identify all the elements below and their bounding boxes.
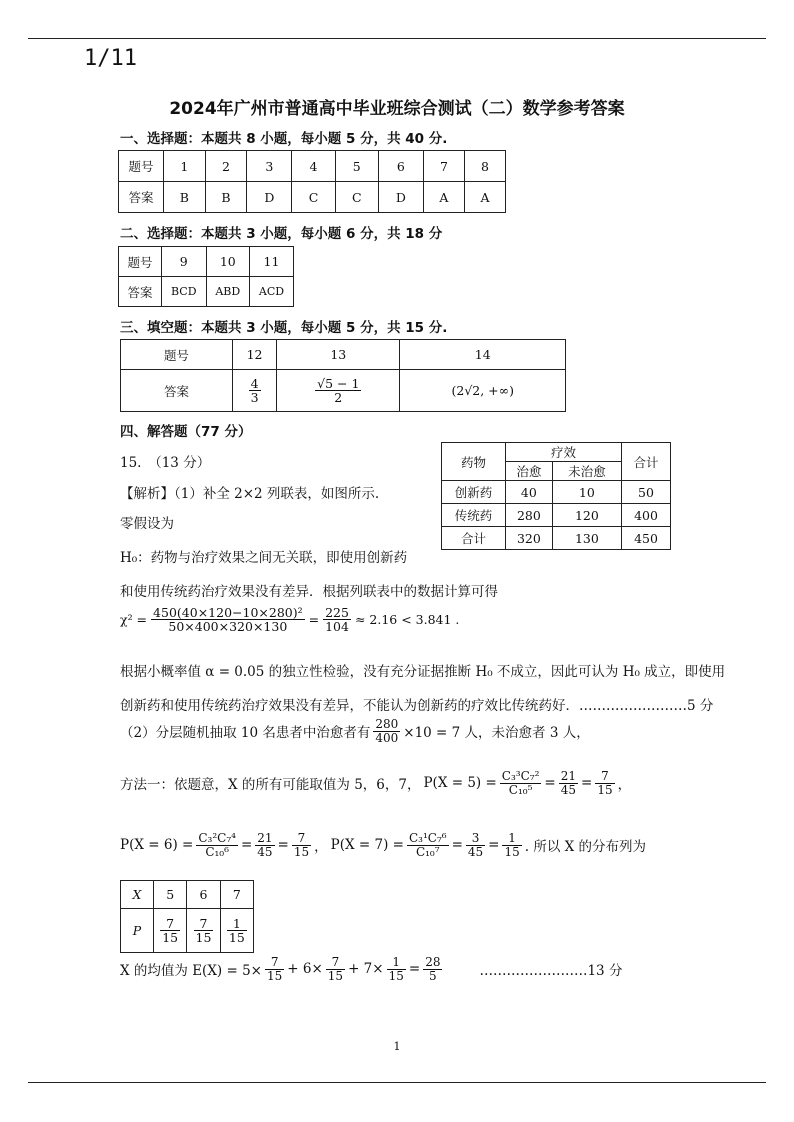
answer-cell: A (464, 182, 505, 213)
fraction: $\frac{\text{C₃³C₇²}}{\text{C₁₀⁵}}$ (501, 769, 540, 797)
fraction: $\frac{21}{45}$ (560, 769, 576, 797)
question-number: 5 (335, 151, 378, 182)
cell: 400 (622, 504, 671, 527)
row-label: 答案 (121, 370, 233, 412)
fraction: $\frac{280}{400}$ (375, 717, 399, 745)
method1-line: 方法一：依题意，X 的所有可能取值为 5，6，7， P(X = 5) = $\frac{\text{C₃³C₇²}}{\text{C₁₀⁵}}$ = $\frac{21}{45}$ = $\frac{7}{15}$ ， (120, 769, 632, 797)
fraction: $\frac{4}{3}$ (250, 375, 259, 405)
score-marker: ……………………13 分 (479, 963, 623, 980)
section3-heading: 三、填空题：本题共 3 小题，每小题 5 分，共 15 分. (120, 320, 448, 336)
x-value: 6 (187, 881, 220, 909)
question-number: 4 (292, 151, 335, 182)
expectation-line: X 的均值为 E(X) = 5× $\frac{7}{15}$ + 6× $\frac{7}{15}$ + 7× $\frac{1}{15}$ = $\frac{28}{5}$ ……………………13 分 (120, 955, 623, 983)
header-cured: 治愈 (506, 462, 553, 481)
question-number: 13 (277, 340, 400, 370)
answer-cell: B (164, 182, 206, 213)
bottom-rule (28, 1082, 766, 1083)
fraction: $\frac{3}{45}$ (467, 831, 484, 859)
row-name: 合计 (442, 527, 506, 550)
row-name: 传统药 (442, 504, 506, 527)
fraction: $\frac{7}{15}$ (597, 769, 613, 797)
fraction: $\frac{√5 - 1}{2}$ (317, 375, 360, 405)
part2-line: （2）分层随机抽取 10 名患者中治愈者有 $\frac{280}{400}$ ×10 = 7 人，未治愈者 3 人， (120, 717, 590, 745)
chi-square-formula: χ² = $\frac{\text{450(40×120−10×280)²}}{50\times 400\times 320\times 130}$ = $\frac{225}{104}$ ≈ 2.16 < 3.841 . (120, 605, 460, 635)
page-label: 1/11 (84, 46, 137, 71)
fraction: $\frac{7}{15}$ (162, 915, 179, 945)
section4-heading: 四、解答题（77 分） (120, 424, 252, 440)
question-number: 10 (206, 247, 249, 277)
distribution-table (120, 880, 254, 953)
calculation-intro: 和使用传统药治疗效果没有差异．根据列联表中的数据计算可得 (120, 584, 498, 600)
cell: 320 (506, 527, 553, 550)
question-number: 2 (205, 151, 247, 182)
cell: 120 (552, 504, 621, 527)
fraction: $\frac{\text{C₃¹C₇⁶}}{\text{C₁₀⁷}}$ (408, 831, 447, 859)
cell: 130 (552, 527, 621, 550)
answer-cell (233, 370, 277, 412)
fraction: $\frac{7}{15}$ (267, 955, 283, 983)
cell: 280 (506, 504, 553, 527)
row-label: 题号 (119, 151, 164, 182)
answer-cell: ACD (250, 277, 294, 307)
probability-line: P(X = 6) = $\frac{\text{C₃²C₇⁴}}{\text{C₁₀⁶}}$ = $\frac{21}{45}$ = $\frac{7}{15}$ ， P(X = 7) = $\frac{\text{C₃¹C₇⁶}}{\text{C₁₀⁷}}$ = $\frac{3}{45}$ = $\frac{1}{15}$ . 所以 X 的分布列为 (120, 831, 647, 859)
question-number: 1 (164, 151, 206, 182)
fraction: $\frac{28}{5}$ (425, 955, 441, 983)
conclusion-line-1: 根据小概率值 α = 0.05 的独立性检验，没有充分证据推断 H₀ 不成立，因此可认为 H₀ 成立，即使用 (120, 664, 726, 680)
page-number: 1 (393, 1040, 401, 1053)
section2-table (118, 246, 294, 307)
fraction: $\frac{1}{15}$ (388, 955, 404, 983)
x-label: X (121, 881, 154, 909)
top-rule (28, 38, 766, 39)
header-uncured: 未治愈 (552, 462, 621, 481)
p-value (154, 909, 187, 953)
row-label: 答案 (119, 182, 164, 213)
x-value: 5 (154, 881, 187, 909)
fraction: $\frac{7}{15}$ (293, 831, 310, 859)
answer-cell: BCD (162, 277, 207, 307)
answer-cell: D (378, 182, 423, 213)
document-title: 2024年广州市普通高中毕业班综合测试（二）数学参考答案 (169, 99, 625, 119)
h0-statement: H₀：药物与治疗效果之间无关联，即使用创新药 (120, 550, 408, 566)
header-total: 合计 (622, 443, 671, 481)
answer-cell: B (205, 182, 247, 213)
row-label: 题号 (119, 247, 162, 277)
fraction: $\frac{\text{450(40×120−10×280)²}}{50\times 400\times 320\times 130}$ (153, 605, 303, 635)
row-label: 题号 (121, 340, 233, 370)
fraction: $\frac{1}{15}$ (504, 831, 520, 859)
cell: 450 (622, 527, 671, 550)
header-effect: 疗效 (506, 443, 622, 462)
fraction: $\frac{225}{104}$ (325, 605, 349, 635)
fraction: $\frac{1}{15}$ (228, 915, 245, 945)
conclusion-line-2: 创新药和使用传统药治疗效果没有差异，不能认为创新药的疗效比传统药好．……………………5 分 (120, 698, 714, 714)
section1-heading: 一、选择题：本题共 8 小题，每小题 5 分，共 40 分. (120, 131, 448, 147)
answer-cell: C (335, 182, 378, 213)
x-value: 7 (220, 881, 253, 909)
p-label: P (121, 909, 154, 953)
row-label: 答案 (119, 277, 162, 307)
answer-cell: (2√2, +∞) (400, 370, 566, 412)
row-name: 创新药 (442, 481, 506, 504)
question-number: 11 (250, 247, 294, 277)
question-number: 6 (378, 151, 423, 182)
cell: 50 (622, 481, 671, 504)
fraction: $\frac{7}{15}$ (195, 915, 212, 945)
section2-heading: 二、选择题：本题共 3 小题，每小题 6 分，共 18 分 (120, 226, 443, 242)
analysis-line: 【解析】（1）补全 2×2 列联表，如图所示. (120, 486, 380, 502)
question-label: 15. （13 分） (120, 455, 211, 471)
answer-cell: A (423, 182, 464, 213)
fraction: $\frac{7}{15}$ (327, 955, 344, 983)
fraction: $\frac{\text{C₃²C₇⁴}}{\text{C₁₀⁶}}$ (198, 831, 236, 859)
header-drug: 药物 (442, 443, 506, 481)
zero-hypothesis-label: 零假设为 (120, 516, 174, 532)
answer-cell: ABD (206, 277, 249, 307)
answer-cell: D (247, 182, 292, 213)
p-value (187, 909, 220, 953)
section3-table (120, 339, 566, 412)
question-number: 12 (233, 340, 277, 370)
question-number: 7 (423, 151, 464, 182)
question-number: 3 (247, 151, 292, 182)
cell: 10 (552, 481, 621, 504)
answer-cell: C (292, 182, 335, 213)
answer-cell (277, 370, 400, 412)
fraction: $\frac{21}{45}$ (257, 831, 273, 859)
section1-table (118, 150, 506, 213)
question-number: 9 (162, 247, 207, 277)
cell: 40 (506, 481, 553, 504)
contingency-table (441, 442, 671, 550)
question-number: 8 (464, 151, 505, 182)
p-value (220, 909, 253, 953)
question-number: 14 (400, 340, 566, 370)
